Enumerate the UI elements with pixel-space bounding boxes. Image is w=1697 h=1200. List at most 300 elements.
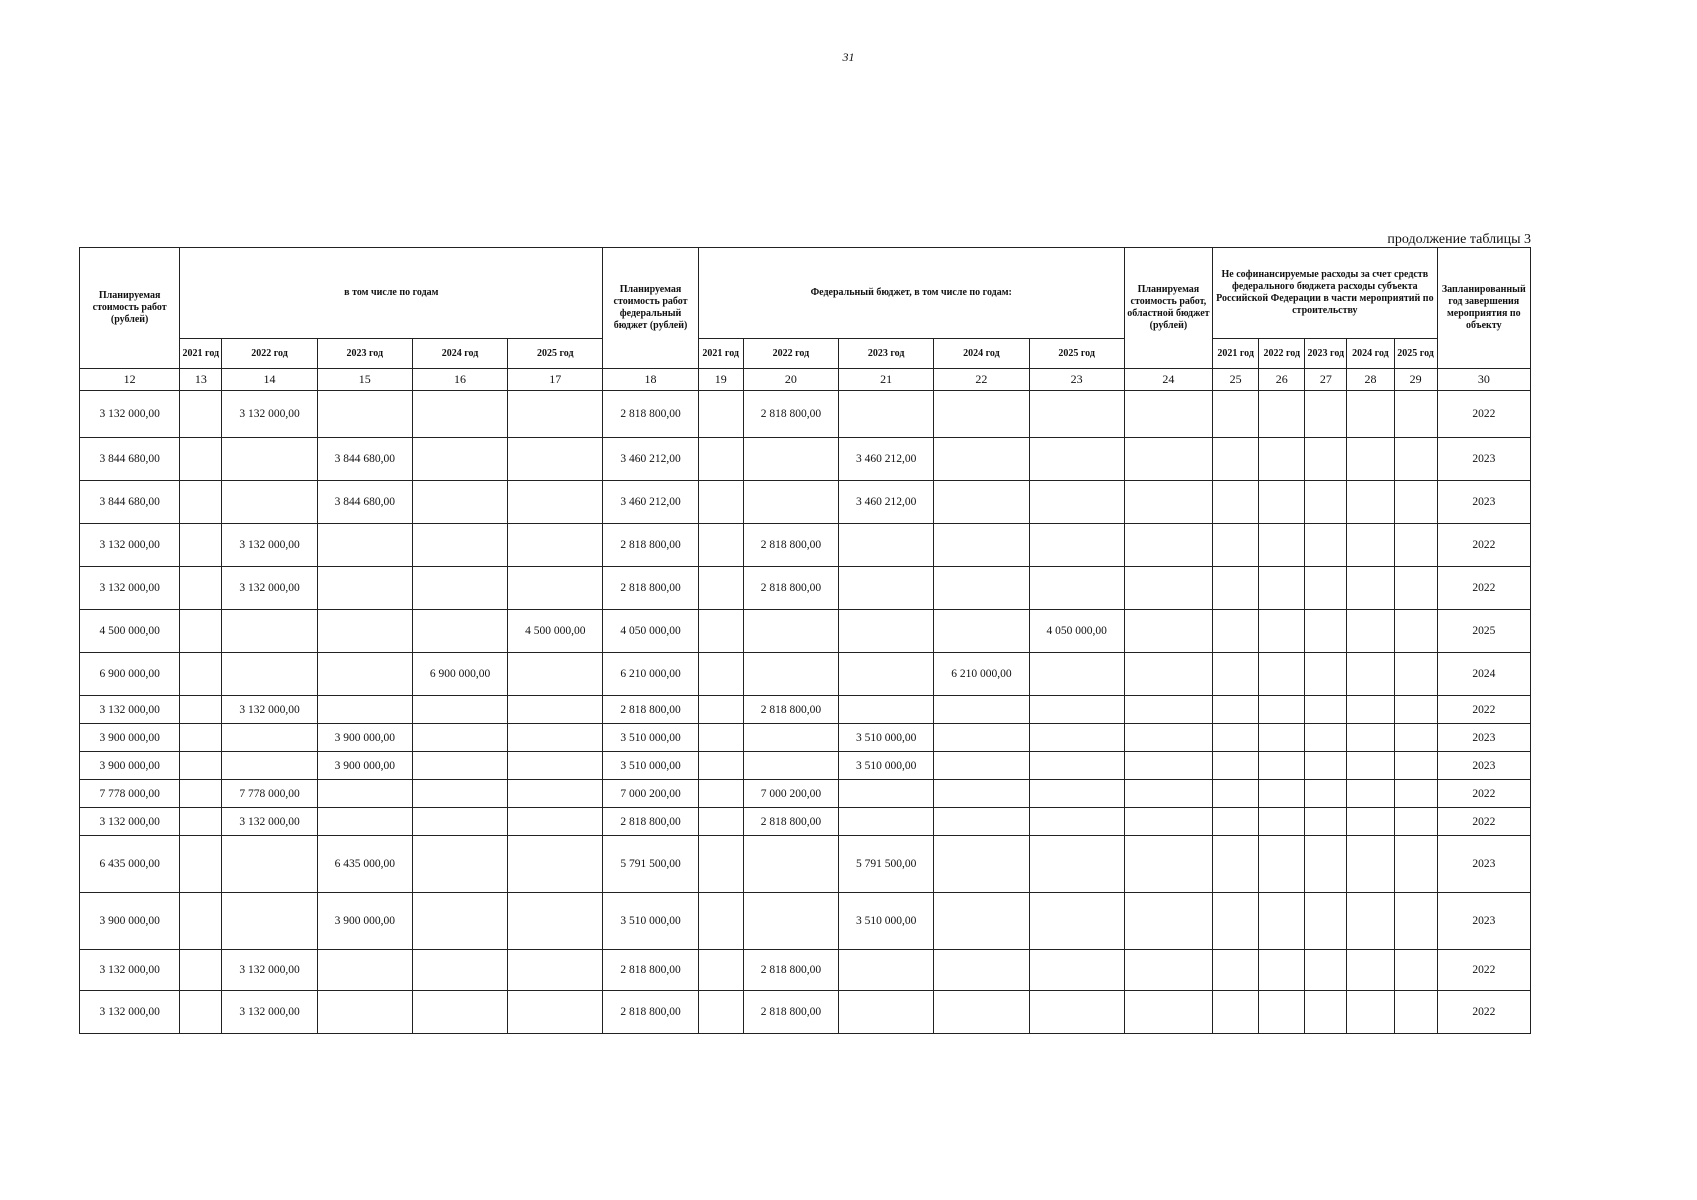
table-row: [80, 752, 1531, 780]
table-cell: 3 844 680,00: [80, 438, 180, 481]
table-cell: [1347, 438, 1394, 481]
table-cell: [1259, 696, 1305, 724]
table-cell: 4 050 000,00: [1029, 610, 1124, 653]
table-cell: 3 132 000,00: [80, 567, 180, 610]
table-cell: [412, 808, 507, 836]
table-cell: [839, 696, 934, 724]
table-cell: [1305, 610, 1347, 653]
table-cell: [508, 391, 603, 438]
table-cell: [1124, 610, 1212, 653]
table-cell: [1029, 780, 1124, 808]
table-cell: [1394, 808, 1437, 836]
table-cell: [934, 991, 1029, 1034]
table-cell: [1259, 950, 1305, 991]
header-year: 2024 год: [412, 339, 507, 369]
table-row: [80, 524, 1531, 567]
table-cell: [934, 481, 1029, 524]
table-cell: [1213, 481, 1259, 524]
table-cell: [1305, 524, 1347, 567]
table-cell: 2023: [1437, 438, 1530, 481]
table-cell: 2023: [1437, 724, 1530, 752]
table-cell: [698, 724, 743, 752]
table-cell: [1124, 752, 1212, 780]
table-cell: [180, 893, 222, 950]
table-cell: [508, 724, 603, 752]
header-year: 2025 год: [1394, 339, 1437, 369]
table-cell: [1124, 438, 1212, 481]
table-cell: [934, 610, 1029, 653]
table-cell: [1394, 438, 1437, 481]
table-cell: 3 900 000,00: [317, 724, 412, 752]
column-number: 20: [743, 369, 838, 391]
table-cell: [698, 524, 743, 567]
table-cell: [508, 950, 603, 991]
table-cell: [743, 610, 838, 653]
table-cell: 3 132 000,00: [222, 808, 317, 836]
column-number: 30: [1437, 369, 1530, 391]
table-cell: 2022: [1437, 780, 1530, 808]
table-cell: [1029, 836, 1124, 893]
table-cell: 5 791 500,00: [603, 836, 698, 893]
table-cell: [1347, 696, 1394, 724]
header-year: 2022 год: [1259, 339, 1305, 369]
table-cell: 3 132 000,00: [222, 696, 317, 724]
table-cell: [1124, 481, 1212, 524]
table-cell: [180, 724, 222, 752]
table-cell: 2 818 800,00: [743, 391, 838, 438]
table-cell: [1347, 391, 1394, 438]
table-cell: [1394, 696, 1437, 724]
table-cell: [1394, 653, 1437, 696]
table-cell: 6 210 000,00: [934, 653, 1029, 696]
table-cell: [1213, 808, 1259, 836]
table-cell: [1124, 724, 1212, 752]
table-cell: [1394, 724, 1437, 752]
table-cell: [934, 808, 1029, 836]
table-cell: [698, 438, 743, 481]
table-cell: [934, 950, 1029, 991]
table-cell: [839, 808, 934, 836]
table-cell: [1347, 836, 1394, 893]
table-cell: [698, 808, 743, 836]
table-cell: 4 050 000,00: [603, 610, 698, 653]
table-cell: [412, 991, 507, 1034]
header-year: 2025 год: [508, 339, 603, 369]
table-cell: [698, 567, 743, 610]
table-cell: [1124, 696, 1212, 724]
table-cell: [1394, 950, 1437, 991]
table-cell: [1213, 567, 1259, 610]
table-cell: 3 844 680,00: [317, 481, 412, 524]
table-cell: [222, 752, 317, 780]
table-cell: [1213, 524, 1259, 567]
table-cell: [508, 991, 603, 1034]
table-cell: [1213, 893, 1259, 950]
table-cell: [1124, 836, 1212, 893]
table-cell: [412, 893, 507, 950]
table-cell: 2022: [1437, 950, 1530, 991]
table-cell: [1029, 481, 1124, 524]
table-cell: 2 818 800,00: [743, 991, 838, 1034]
table-cell: [1029, 808, 1124, 836]
table-cell: [412, 610, 507, 653]
table-cell: 3 510 000,00: [603, 893, 698, 950]
table-cell: [839, 567, 934, 610]
column-number: 18: [603, 369, 698, 391]
table-cell: [180, 991, 222, 1034]
table-cell: 2 818 800,00: [603, 567, 698, 610]
table-cell: 2024: [1437, 653, 1530, 696]
table-cell: [698, 752, 743, 780]
column-number: 26: [1259, 369, 1305, 391]
table-cell: 5 791 500,00: [839, 836, 934, 893]
table-cell: 3 132 000,00: [222, 391, 317, 438]
table-cell: [934, 836, 1029, 893]
page-number: 31: [842, 50, 855, 64]
table-cell: 3 132 000,00: [80, 991, 180, 1034]
table-cell: [1305, 696, 1347, 724]
table-cell: [1305, 752, 1347, 780]
table-cell: 3 510 000,00: [839, 752, 934, 780]
table-cell: [317, 567, 412, 610]
table-cell: [412, 752, 507, 780]
table-cell: 3 460 212,00: [839, 481, 934, 524]
table-cell: [508, 893, 603, 950]
table-cell: [508, 524, 603, 567]
table-cell: 2022: [1437, 524, 1530, 567]
table-cell: 2023: [1437, 752, 1530, 780]
header-planned-cost-federal: Планируемая стоимость работ федеральный бюджет (рублей): [603, 248, 698, 369]
table-cell: [1394, 481, 1437, 524]
table-cell: [1305, 481, 1347, 524]
table-cell: 2 818 800,00: [603, 808, 698, 836]
table-cell: [698, 893, 743, 950]
table-cell: 2023: [1437, 481, 1530, 524]
table-cell: [1259, 610, 1305, 653]
table-cell: 6 435 000,00: [80, 836, 180, 893]
table-cell: 2 818 800,00: [603, 696, 698, 724]
table-cell: [1347, 610, 1394, 653]
table-cell: [508, 780, 603, 808]
table-cell: [1305, 808, 1347, 836]
table-cell: 2 818 800,00: [603, 950, 698, 991]
table-cell: [1213, 724, 1259, 752]
table-row: [80, 893, 1531, 950]
table-cell: [412, 438, 507, 481]
table-cell: [1213, 752, 1259, 780]
table-cell: [1305, 653, 1347, 696]
table-cell: [743, 836, 838, 893]
table-cell: [180, 696, 222, 724]
table-cell: [412, 696, 507, 724]
table-cell: [743, 724, 838, 752]
table-cell: [180, 653, 222, 696]
table-cell: [743, 438, 838, 481]
table-cell: 3 510 000,00: [603, 752, 698, 780]
table-cell: [180, 836, 222, 893]
table-cell: [1347, 524, 1394, 567]
table-cell: [1213, 836, 1259, 893]
table-cell: 3 900 000,00: [317, 893, 412, 950]
table-cell: 2 818 800,00: [603, 391, 698, 438]
table-cell: [839, 610, 934, 653]
table-cell: [839, 524, 934, 567]
table-cell: [1124, 653, 1212, 696]
header-non-cofinanced: Не софинансируемые расходы за счет средств федерального бюджета расходы субъекта Российской Федерации в части мероприятий по строительству: [1213, 248, 1438, 339]
header-year: 2023 год: [1305, 339, 1347, 369]
table-cell: 6 900 000,00: [80, 653, 180, 696]
table-cell: [412, 836, 507, 893]
table-cell: [412, 524, 507, 567]
table-cell: [743, 893, 838, 950]
table-cell: [1347, 567, 1394, 610]
table-cell: 2 818 800,00: [603, 991, 698, 1034]
table-cell: [1394, 893, 1437, 950]
table-cell: [1259, 836, 1305, 893]
table-cell: 7 778 000,00: [80, 780, 180, 808]
table-cell: [1259, 438, 1305, 481]
table-cell: [1029, 567, 1124, 610]
table-cell: [1213, 991, 1259, 1034]
table-cell: [1029, 991, 1124, 1034]
column-number: 19: [698, 369, 743, 391]
table-cell: [1124, 808, 1212, 836]
table-cell: [508, 567, 603, 610]
table-cell: 4 500 000,00: [508, 610, 603, 653]
table-cell: [508, 836, 603, 893]
table-cell: [1347, 481, 1394, 524]
table-cell: 3 132 000,00: [80, 391, 180, 438]
header-completion-year: Запланированный год завершения мероприятия по объекту: [1437, 248, 1530, 369]
table-cell: [1029, 653, 1124, 696]
column-number: 12: [80, 369, 180, 391]
table-cell: [180, 808, 222, 836]
header-year: 2023 год: [839, 339, 934, 369]
table-cell: 3 900 000,00: [317, 752, 412, 780]
table-row: [80, 991, 1531, 1034]
table-cell: [839, 950, 934, 991]
header-year: 2025 год: [1029, 339, 1124, 369]
table-cell: 2022: [1437, 808, 1530, 836]
table-cell: [1347, 991, 1394, 1034]
table-cell: [1305, 391, 1347, 438]
column-number: 17: [508, 369, 603, 391]
table-cell: [412, 950, 507, 991]
table-cell: [698, 836, 743, 893]
table-cell: 3 132 000,00: [222, 524, 317, 567]
table-cell: 2023: [1437, 893, 1530, 950]
table-cell: [1213, 950, 1259, 991]
table-cell: [222, 481, 317, 524]
table-cell: [1029, 893, 1124, 950]
table-cell: [412, 724, 507, 752]
table-cell: [934, 724, 1029, 752]
table-cell: 7 778 000,00: [222, 780, 317, 808]
table-cell: [698, 780, 743, 808]
table-cell: 2023: [1437, 836, 1530, 893]
table-cell: [222, 653, 317, 696]
header-year: 2022 год: [222, 339, 317, 369]
table-cell: 2022: [1437, 991, 1530, 1034]
header-federal-by-years: Федеральный бюджет, в том числе по годам:: [698, 248, 1124, 339]
table-cell: [839, 391, 934, 438]
table-cell: [1259, 991, 1305, 1034]
table-cell: [698, 610, 743, 653]
table-cell: [1305, 836, 1347, 893]
table-cell: 3 844 680,00: [80, 481, 180, 524]
table-cell: [1029, 696, 1124, 724]
table-cell: [839, 653, 934, 696]
table-cell: 7 000 200,00: [743, 780, 838, 808]
table-cell: [1213, 653, 1259, 696]
table-cell: 6 210 000,00: [603, 653, 698, 696]
table-cell: [1347, 950, 1394, 991]
table-cell: [698, 391, 743, 438]
table-row: [80, 836, 1531, 893]
table-cell: 3 132 000,00: [222, 950, 317, 991]
table-cell: [1029, 438, 1124, 481]
table-cell: [839, 780, 934, 808]
table-cell: 2025: [1437, 610, 1530, 653]
column-number: 16: [412, 369, 507, 391]
table-cell: 3 460 212,00: [603, 438, 698, 481]
table-cell: [1259, 653, 1305, 696]
table-cell: [508, 696, 603, 724]
table-cell: [180, 567, 222, 610]
table-cell: [1259, 780, 1305, 808]
table-cell: [1124, 524, 1212, 567]
table-cell: 2022: [1437, 696, 1530, 724]
header-year: 2023 год: [317, 339, 412, 369]
table-cell: [317, 610, 412, 653]
table-cell: [1259, 481, 1305, 524]
column-number: 24: [1124, 369, 1212, 391]
table-cell: [412, 481, 507, 524]
column-number: 25: [1213, 369, 1259, 391]
table-cell: 2 818 800,00: [743, 524, 838, 567]
table-cell: [222, 610, 317, 653]
table-cell: [1259, 391, 1305, 438]
table-cell: [1029, 724, 1124, 752]
table-cell: [317, 653, 412, 696]
table-cell: [180, 481, 222, 524]
table-cell: [1259, 808, 1305, 836]
table-cell: 2 818 800,00: [743, 696, 838, 724]
table-cell: [934, 752, 1029, 780]
table-cell: [1305, 950, 1347, 991]
table-cell: [317, 950, 412, 991]
table-cell: 2022: [1437, 567, 1530, 610]
table-cell: 2022: [1437, 391, 1530, 438]
table-cell: [222, 893, 317, 950]
table-cell: [1305, 567, 1347, 610]
column-numbers-row: [80, 369, 1531, 391]
table-cell: [1394, 752, 1437, 780]
table-cell: [1394, 567, 1437, 610]
table-cell: [508, 653, 603, 696]
data-table: [79, 247, 1531, 1034]
table-row: [80, 653, 1531, 696]
table-cell: [1213, 780, 1259, 808]
table-cell: [698, 950, 743, 991]
table-cell: [317, 391, 412, 438]
table-cell: [934, 893, 1029, 950]
table-cell: 6 900 000,00: [412, 653, 507, 696]
table-cell: [1124, 950, 1212, 991]
table-cell: 2 818 800,00: [743, 808, 838, 836]
table-cell: [934, 438, 1029, 481]
table-cell: [222, 724, 317, 752]
table-cell: [508, 808, 603, 836]
table-cell: [743, 653, 838, 696]
table-cell: [317, 991, 412, 1034]
header-year: 2021 год: [1213, 339, 1259, 369]
table-cell: [180, 391, 222, 438]
table-cell: [1394, 780, 1437, 808]
table-row: [80, 696, 1531, 724]
table-cell: [180, 752, 222, 780]
table-cell: [1259, 524, 1305, 567]
table-cell: 3 510 000,00: [839, 724, 934, 752]
table-cell: [317, 524, 412, 567]
column-number: 27: [1305, 369, 1347, 391]
table-cell: [180, 950, 222, 991]
table-cell: [1029, 950, 1124, 991]
column-number: 23: [1029, 369, 1124, 391]
table-cell: [1029, 391, 1124, 438]
table-cell: [180, 438, 222, 481]
table-cell: [1394, 524, 1437, 567]
table-cell: [934, 780, 1029, 808]
table-cell: 3 132 000,00: [222, 567, 317, 610]
column-number: 28: [1347, 369, 1394, 391]
table-row: [80, 808, 1531, 836]
table-cell: 3 460 212,00: [839, 438, 934, 481]
table-cell: [1305, 780, 1347, 808]
table-cell: [222, 438, 317, 481]
table-cell: [1394, 610, 1437, 653]
table-cell: 3 900 000,00: [80, 893, 180, 950]
table-cell: [1124, 780, 1212, 808]
table-cell: [698, 481, 743, 524]
table-row: [80, 438, 1531, 481]
table-body: [80, 391, 1531, 1034]
table-cell: [698, 653, 743, 696]
table-cell: [180, 610, 222, 653]
table-cell: [934, 567, 1029, 610]
table-cell: 3 132 000,00: [80, 524, 180, 567]
table-cell: [1259, 893, 1305, 950]
table-cell: [1347, 752, 1394, 780]
table-cell: [1124, 567, 1212, 610]
table-cell: [508, 752, 603, 780]
table-cell: [180, 524, 222, 567]
table-cell: [1305, 991, 1347, 1034]
table-cell: [412, 567, 507, 610]
column-number: 29: [1394, 369, 1437, 391]
table-cell: [1213, 696, 1259, 724]
header-year: 2024 год: [1347, 339, 1394, 369]
column-number: 22: [934, 369, 1029, 391]
table-cell: [1213, 391, 1259, 438]
table-cell: 7 000 200,00: [603, 780, 698, 808]
table-cell: [1124, 893, 1212, 950]
table-cell: [222, 836, 317, 893]
table-cell: [508, 438, 603, 481]
table-row: [80, 481, 1531, 524]
table-cell: 3 132 000,00: [80, 950, 180, 991]
table-cell: [412, 391, 507, 438]
